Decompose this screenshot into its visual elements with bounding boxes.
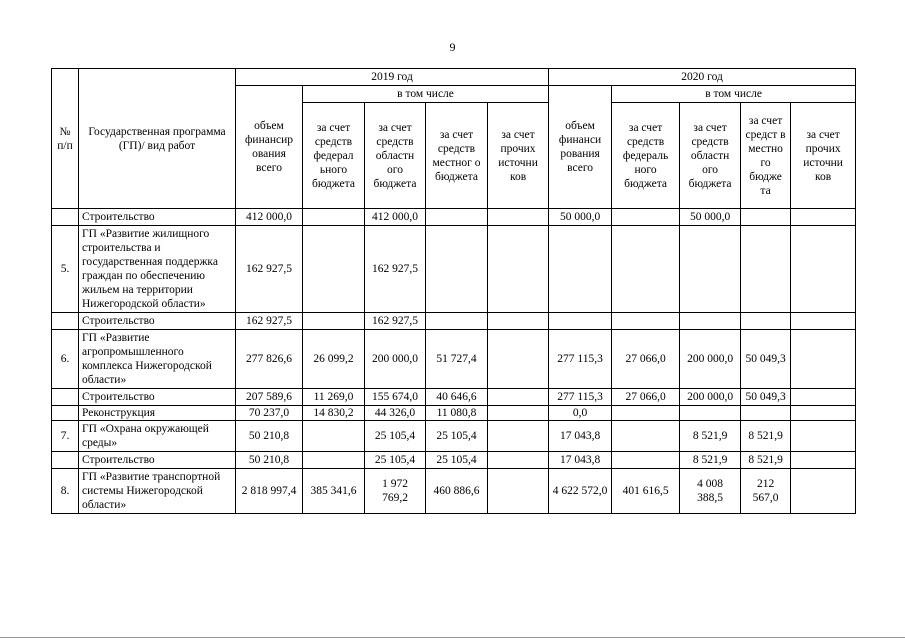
row-name: Строительство <box>79 209 236 226</box>
in-total-2020-header: в том числе <box>612 86 856 103</box>
cell-federal-2020 <box>612 226 680 313</box>
cell-federal-2019 <box>303 209 365 226</box>
cell-other-2019 <box>488 226 549 313</box>
cell-total-2020: 277 115,3 <box>549 330 612 389</box>
cell-total-2020: 17 043,8 <box>549 452 612 469</box>
cell-local-2019 <box>426 226 488 313</box>
cell-total-2020: 277 115,3 <box>549 389 612 406</box>
cell-total-2019: 50 210,8 <box>236 452 303 469</box>
cell-local-2019: 25 105,4 <box>426 421 488 452</box>
cell-regional-2020: 200 000,0 <box>680 389 741 406</box>
cell-local-2019: 25 105,4 <box>426 452 488 469</box>
row-number <box>52 452 79 469</box>
cell-regional-2020 <box>680 226 741 313</box>
local-2020-header: за счет средст в местно го бюдже та <box>741 103 791 209</box>
cell-total-2020 <box>549 226 612 313</box>
row-name: ГП «Развитие жилищного строительства и государственная поддержка граждан по обеспечению жильем на территории Нижегородской области» <box>79 226 236 313</box>
cell-other-2019 <box>488 469 549 514</box>
cell-regional-2020: 8 521,9 <box>680 421 741 452</box>
table-row <box>52 469 856 514</box>
cell-other-2020 <box>791 330 856 389</box>
cell-other-2019 <box>488 452 549 469</box>
cell-other-2019 <box>488 406 549 421</box>
cell-total-2019: 277 826,6 <box>236 330 303 389</box>
federal-2019-header: за счет средств федерал ьного бюджета <box>303 103 365 209</box>
cell-other-2020 <box>791 313 856 330</box>
number-column-header: № п/п <box>52 69 79 209</box>
table-row <box>52 406 856 421</box>
year-header-row <box>52 69 856 86</box>
cell-other-2020 <box>791 226 856 313</box>
cell-federal-2019 <box>303 452 365 469</box>
cell-other-2019 <box>488 209 549 226</box>
cell-total-2019: 70 237,0 <box>236 406 303 421</box>
table-row <box>52 452 856 469</box>
cell-local-2020 <box>741 313 791 330</box>
row-name: Строительство <box>79 389 236 406</box>
cell-federal-2019: 385 341,6 <box>303 469 365 514</box>
cell-total-2019: 2 818 997,4 <box>236 469 303 514</box>
cell-regional-2020: 8 521,9 <box>680 452 741 469</box>
cell-local-2019: 40 646,6 <box>426 389 488 406</box>
row-number: 6. <box>52 330 79 389</box>
row-name: ГП «Развитие транспортной системы Нижегородской области» <box>79 469 236 514</box>
cell-other-2020 <box>791 389 856 406</box>
cell-federal-2019 <box>303 421 365 452</box>
row-number <box>52 406 79 421</box>
local-2019-header: за счет средств местног о бюджета <box>426 103 488 209</box>
cell-regional-2019: 1 972 769,2 <box>365 469 426 514</box>
cell-federal-2019: 14 830,2 <box>303 406 365 421</box>
cell-local-2020 <box>741 406 791 421</box>
cell-regional-2019: 200 000,0 <box>365 330 426 389</box>
cell-regional-2020 <box>680 406 741 421</box>
page-edge-line <box>0 637 905 638</box>
cell-total-2019: 207 589,6 <box>236 389 303 406</box>
cell-local-2019 <box>426 209 488 226</box>
table-row <box>52 209 856 226</box>
table-row <box>52 330 856 389</box>
row-number: 5. <box>52 226 79 313</box>
cell-federal-2020 <box>612 313 680 330</box>
in-total-2019-header: в том числе <box>303 86 549 103</box>
table-row <box>52 389 856 406</box>
other-2020-header: за счет прочих источни ков <box>791 103 856 209</box>
cell-local-2020: 50 049,3 <box>741 330 791 389</box>
row-name: Строительство <box>79 452 236 469</box>
row-name: ГП «Охрана окружающей среды» <box>79 421 236 452</box>
cell-total-2020: 0,0 <box>549 406 612 421</box>
cell-regional-2019: 44 326,0 <box>365 406 426 421</box>
cell-other-2020 <box>791 452 856 469</box>
cell-federal-2019: 11 269,0 <box>303 389 365 406</box>
cell-federal-2020 <box>612 406 680 421</box>
regional-2019-header: за счет средств областн ого бюджета <box>365 103 426 209</box>
cell-regional-2020 <box>680 313 741 330</box>
cell-federal-2020 <box>612 421 680 452</box>
cell-local-2020: 8 521,9 <box>741 452 791 469</box>
row-number: 7. <box>52 421 79 452</box>
cell-total-2020: 17 043,8 <box>549 421 612 452</box>
cell-total-2019: 412 000,0 <box>236 209 303 226</box>
total-2020-header: объем финанси рования всего <box>549 86 612 209</box>
cell-local-2019: 11 080,8 <box>426 406 488 421</box>
cell-local-2019: 460 886,6 <box>426 469 488 514</box>
row-name: Реконструкция <box>79 406 236 421</box>
financing-table <box>51 68 856 514</box>
program-column-header: Государственная программа (ГП)/ вид работ <box>79 69 236 209</box>
cell-total-2020 <box>549 313 612 330</box>
cell-other-2020 <box>791 421 856 452</box>
cell-total-2019: 50 210,8 <box>236 421 303 452</box>
cell-other-2019 <box>488 313 549 330</box>
cell-regional-2019: 162 927,5 <box>365 313 426 330</box>
cell-total-2019: 162 927,5 <box>236 226 303 313</box>
cell-federal-2019 <box>303 226 365 313</box>
cell-federal-2020: 401 616,5 <box>612 469 680 514</box>
row-number <box>52 389 79 406</box>
cell-local-2020: 212 567,0 <box>741 469 791 514</box>
row-number <box>52 209 79 226</box>
cell-federal-2020 <box>612 209 680 226</box>
cell-other-2019 <box>488 389 549 406</box>
cell-total-2020: 4 622 572,0 <box>549 469 612 514</box>
cell-regional-2019: 25 105,4 <box>365 421 426 452</box>
cell-local-2020 <box>741 226 791 313</box>
table-row <box>52 226 856 313</box>
cell-regional-2020: 200 000,0 <box>680 330 741 389</box>
cell-other-2020 <box>791 209 856 226</box>
cell-total-2019: 162 927,5 <box>236 313 303 330</box>
cell-regional-2020: 4 008 388,5 <box>680 469 741 514</box>
cell-total-2020: 50 000,0 <box>549 209 612 226</box>
cell-other-2020 <box>791 469 856 514</box>
cell-regional-2020: 50 000,0 <box>680 209 741 226</box>
cell-other-2019 <box>488 421 549 452</box>
cell-federal-2020: 27 066,0 <box>612 330 680 389</box>
row-number: 8. <box>52 469 79 514</box>
cell-federal-2020 <box>612 452 680 469</box>
cell-regional-2019: 155 674,0 <box>365 389 426 406</box>
other-2019-header: за счет прочих источни ков <box>488 103 549 209</box>
year-2020-header: 2020 год <box>549 69 856 86</box>
cell-federal-2019 <box>303 313 365 330</box>
federal-2020-header: за счет средств федераль ного бюджета <box>612 103 680 209</box>
table-row <box>52 421 856 452</box>
cell-federal-2020: 27 066,0 <box>612 389 680 406</box>
cell-regional-2019: 25 105,4 <box>365 452 426 469</box>
cell-local-2019 <box>426 313 488 330</box>
total-2019-header: объем финансир ования всего <box>236 86 303 209</box>
cell-local-2020: 50 049,3 <box>741 389 791 406</box>
cell-regional-2019: 162 927,5 <box>365 226 426 313</box>
row-number <box>52 313 79 330</box>
row-name: ГП «Развитие агропромышленного комплекса Нижегородской области» <box>79 330 236 389</box>
cell-local-2020: 8 521,9 <box>741 421 791 452</box>
year-2019-header: 2019 год <box>236 69 549 86</box>
regional-2020-header: за счет средств областн ого бюджета <box>680 103 741 209</box>
cell-federal-2019: 26 099,2 <box>303 330 365 389</box>
cell-other-2019 <box>488 330 549 389</box>
cell-regional-2019: 412 000,0 <box>365 209 426 226</box>
cell-local-2020 <box>741 209 791 226</box>
row-name: Строительство <box>79 313 236 330</box>
cell-other-2020 <box>791 406 856 421</box>
page-number: 9 <box>449 40 456 54</box>
cell-local-2019: 51 727,4 <box>426 330 488 389</box>
table-row <box>52 313 856 330</box>
